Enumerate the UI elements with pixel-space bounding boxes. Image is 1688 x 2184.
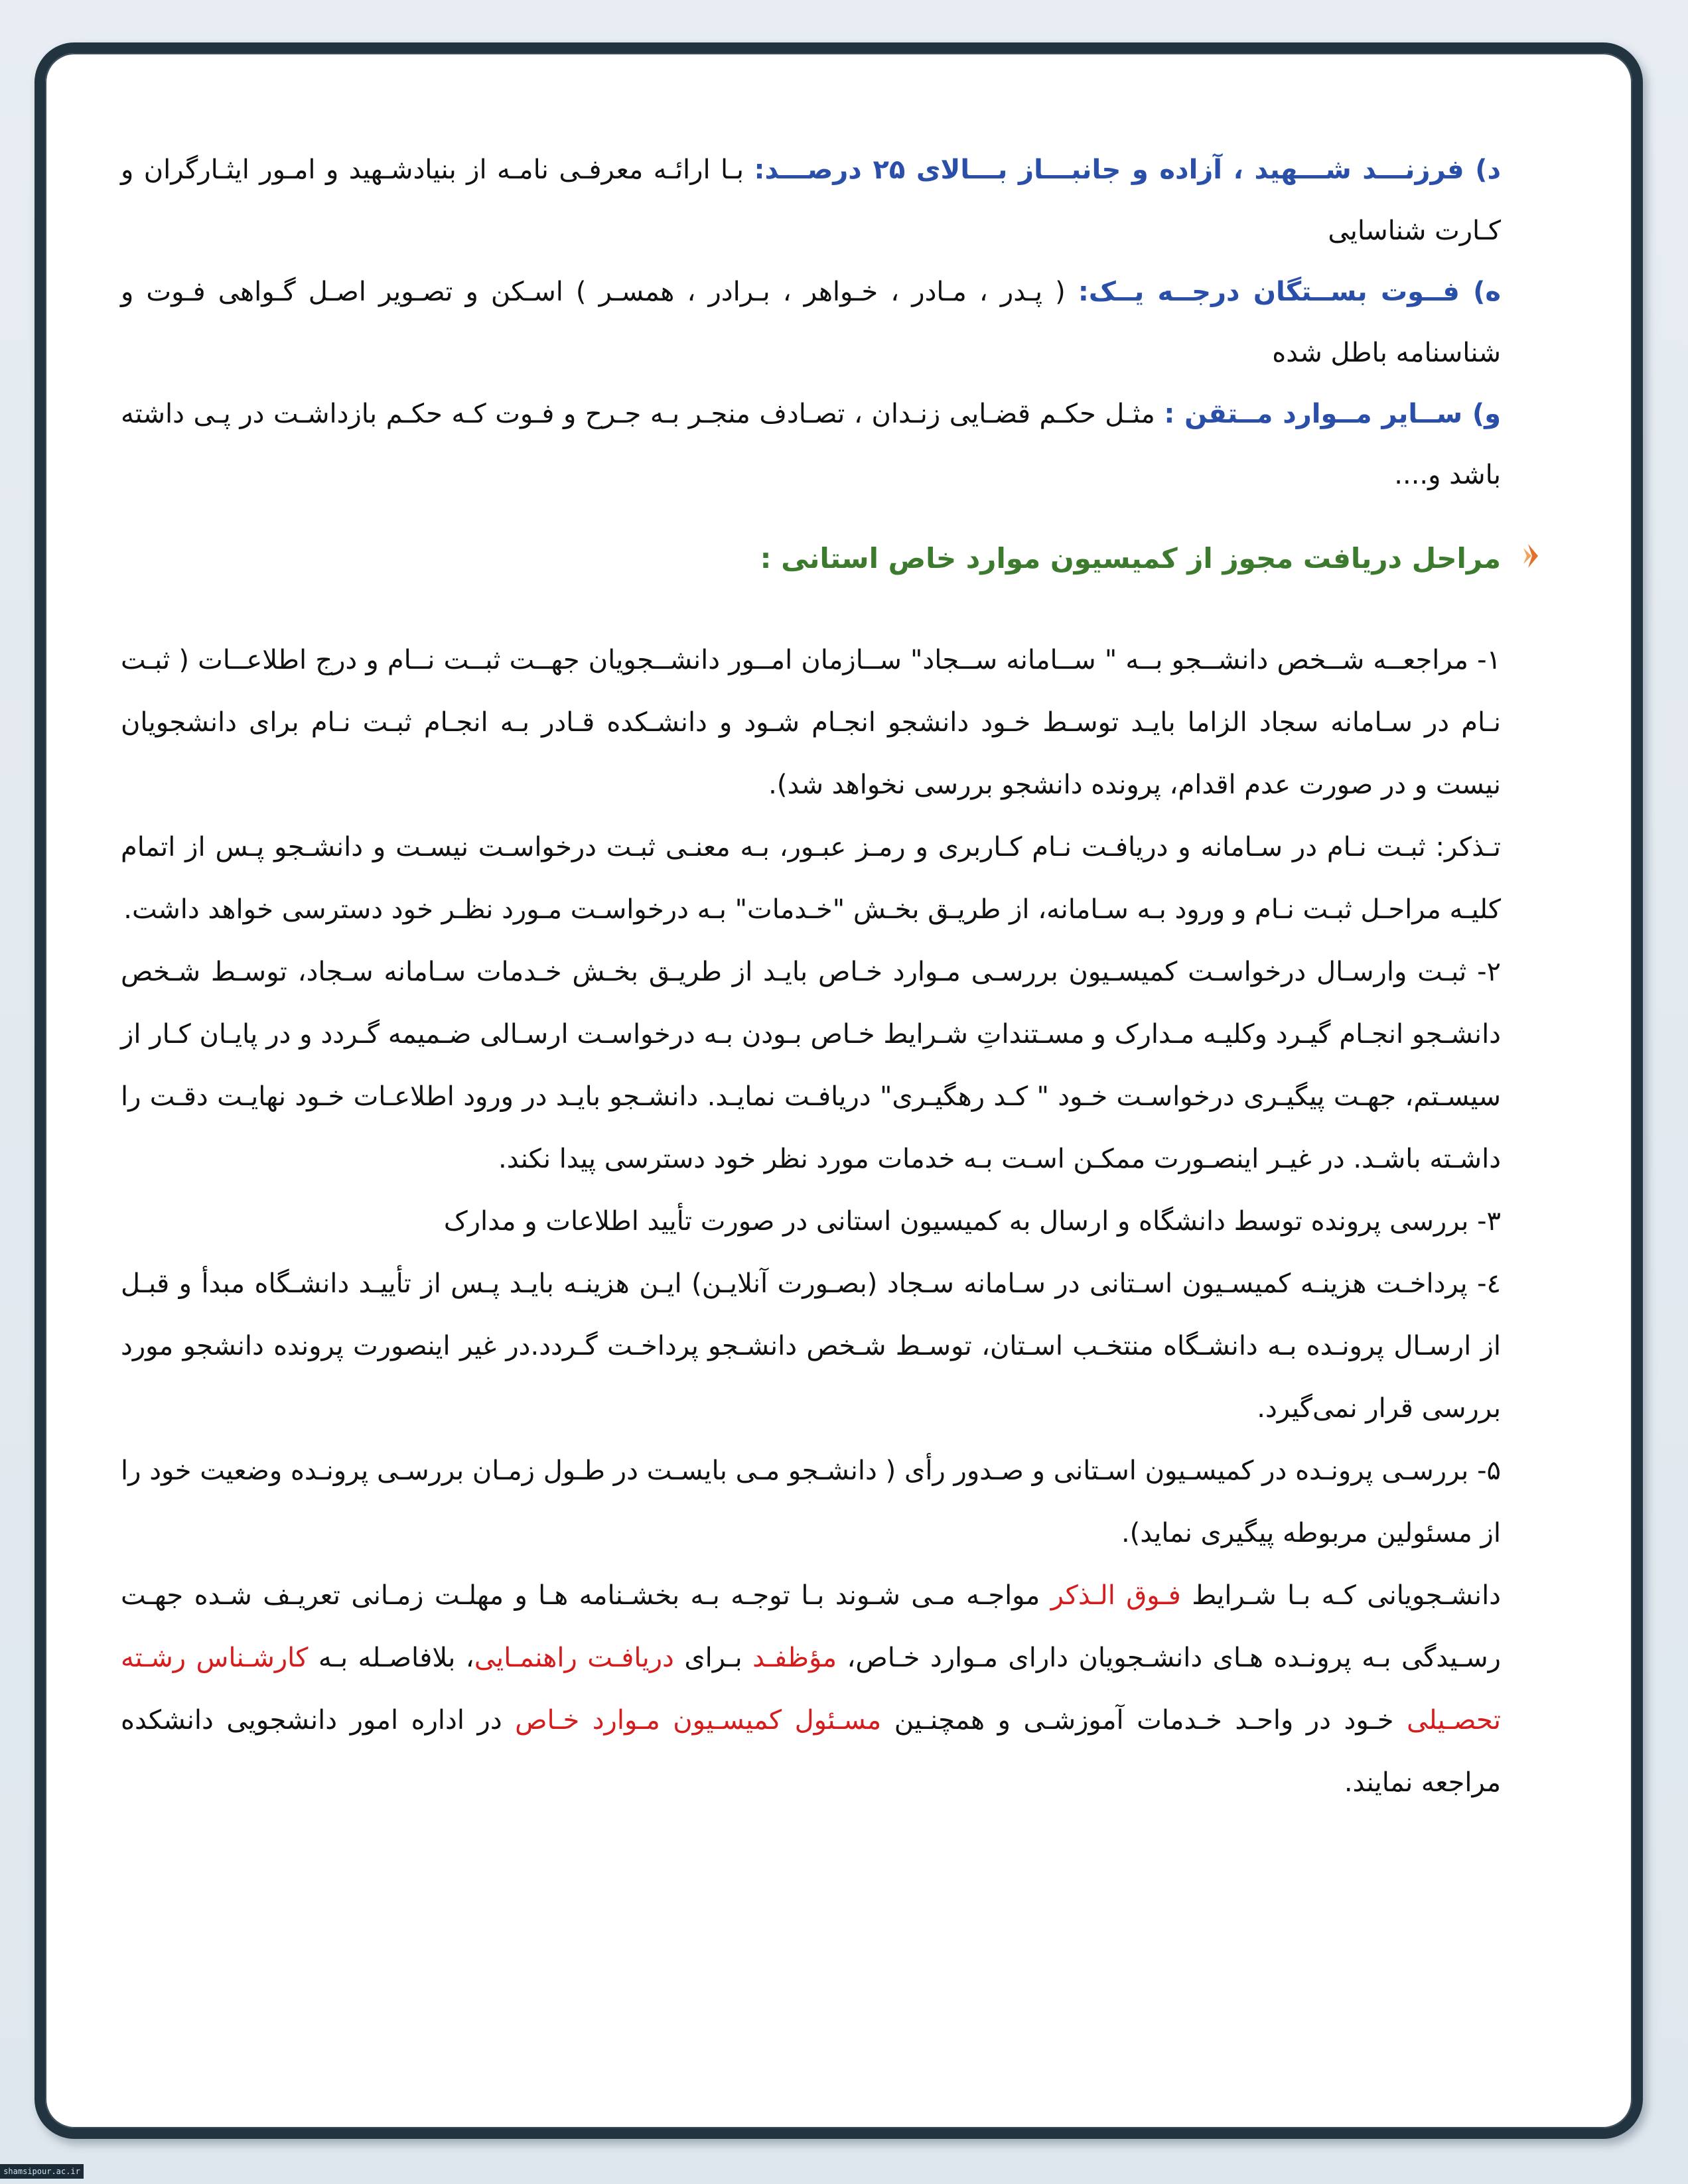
section-heading-text: مراحل دریافت مجوز از کمیسیون موارد خاص استانی : [760, 542, 1501, 575]
closing-text-1: دانشـجویانی کـه بـا شـرایط [1180, 1580, 1501, 1611]
step-4: ٤- پرداخـت هزینـه کمیسـیون اسـتانی در سـامانه سـجاد (بصـورت آنلایـن) ایـن هزینـه بایـد پـس از تأییـد دانشـگاه مبدأ و قبـل از ارسـال پرونـده بـه دانشـگاه منتخـب اسـتان، توسـط شـخص دانشـجو پرداخـت گـردد.در غیر اینصورت پرونده دانشجو مورد بررسی قرار نمی‌گیرد. [121, 1268, 1501, 1424]
closing-highlight-1: فـوق الـذکر [1050, 1580, 1181, 1611]
section-heading [121, 525, 1501, 592]
footer-logo: shamsipour.ac.ir [0, 2164, 84, 2179]
item-v-label: و) ســایر مــوارد مــتقن : [1164, 399, 1501, 429]
item-d [121, 139, 1501, 261]
closing-highlight-4: کارشـناس رشـته تحصـیلی [121, 1643, 1501, 1736]
item-h-label: ه) فــوت بســتگان درجــه یــک: [1078, 277, 1502, 307]
item-d-text: بـا ارائـه معرفـی نامـه از بنیادشـهید و امـور ایثـارگران و کـارت شناسایی [121, 155, 1501, 246]
closing-highlight-3: دریافـت راهنمـایی [474, 1643, 674, 1673]
step-5: ۵- بررسـی پرونـده در کمیسـیون اسـتانی و صـدور رأی ( دانشـجو مـی بایسـت در طـول زمـان بررسـی پرونـده وضعیت خود را از مسئولین مربوطه پیگیری نماید). [121, 1456, 1501, 1548]
step-3: ۳- بررسی پرونده توسط دانشگاه و ارسال به کمیسیون استانی در صورت تأیید اطلاعات و مدارک [443, 1206, 1501, 1237]
document-body [121, 139, 1501, 1814]
closing-text-2: مواجـه مـی شـوند بـا توجـه بـه بخشـنامه هـا و مهلـت زمـانی تعریـف شـده جهـت رسـیدگی بـه پرونـده هـای دانشـجویان دارای مـوارد خـاص، [121, 1580, 1501, 1673]
step-2: ۲- ثبـت وارسـال درخواسـت کمیسـیون بررسـی مـوارد خـاص بایـد از طریـق بخـش خـدمات سـامانه سـجاد، توسـط شـخص دانشـجو انجـام گیـرد وکلیـه مـدارک و مسـتنداتِ شـرایط خـاص بـودن بـه درخواسـت ارسـالی ضـمیمه گـردد و در پایـان کـار از سیسـتم، جهـت پیگیـری درخواسـت خـود " کـد رهگیـری" دریافـت نمایـد. دانشـجو بایـد در ورود اطلاعـات خـود نهایـت دقـت را داشـته باشـد. در غیـر اینصـورت ممکـن اسـت بـه خدمات مورد نظر خود دسترسی پیدا نکند. [121, 957, 1501, 1174]
closing-paragraph [121, 1564, 1501, 1814]
step-1-note: تـذکر: ثبـت نـام در سـامانه و دریافـت نـام کـاربری و رمـز عبـور، بـه معنـی ثبـت درخواسـت نیسـت و دانشـجو پـس از اتمام کلیـه مراحـل ثبـت نـام و ورود بـه سـامانه، از طریـق بخـش "خـدمات" بـه درخواسـت مـورد نظـر خود دسترسی خواهد داشت. [121, 832, 1501, 925]
item-h-text: ( پـدر ، مـادر ، خـواهر ، بـرادر ، همسـر ) اسـکن و تصـویر اصـل گـواهی فـوت و شناسنامه باطل شده [121, 277, 1501, 368]
closing-highlight-5: مسـئول کمیسـیون مـوارد خـاص [515, 1705, 882, 1736]
closing-highlight-2: مؤظفـد [752, 1643, 837, 1673]
diamond-bullet-icon [1517, 543, 1539, 569]
item-v-text: مثـل حکـم قضـایی زنـدان ، تصـادف منجـر بـه جـرح و فـوت کـه حکـم بازداشـت در پـی داشته باشد و.... [121, 399, 1501, 490]
step-1: ۱- مراجعــه شــخص دانشــجو بــه " ســامانه ســجاد" ســازمان امــور دانشــجویان جهــت ثبــت نــام و درج اطلاعــات ( ثبـت نـام در سـامانه سجاد الزاما بایـد توسـط خـود دانشجو انجـام شـود و دانشـکده قـادر بـه انجـام ثبـت نـام برای دانشجویان نیست و در صورت عدم اقدام، پرونده دانشجو بررسی نخواهد شد). [121, 645, 1501, 800]
item-v [121, 383, 1501, 506]
closing-text-3: بـرای [673, 1643, 753, 1673]
closing-text-5: خـود در واحـد خـدمات آموزشـی و همچنـین [881, 1705, 1407, 1736]
closing-text-6: در اداره امور دانشجویی دانشکده مراجعه نمایند. [121, 1705, 1501, 1798]
closing-text-4: ، بلافاصـله بـه [308, 1643, 474, 1673]
item-h [121, 261, 1501, 383]
item-d-label: د) فرزنـــد شـــهید ، آزاده و جانبـــاز بـــالای ۲۵ درصـــد: [754, 155, 1501, 185]
